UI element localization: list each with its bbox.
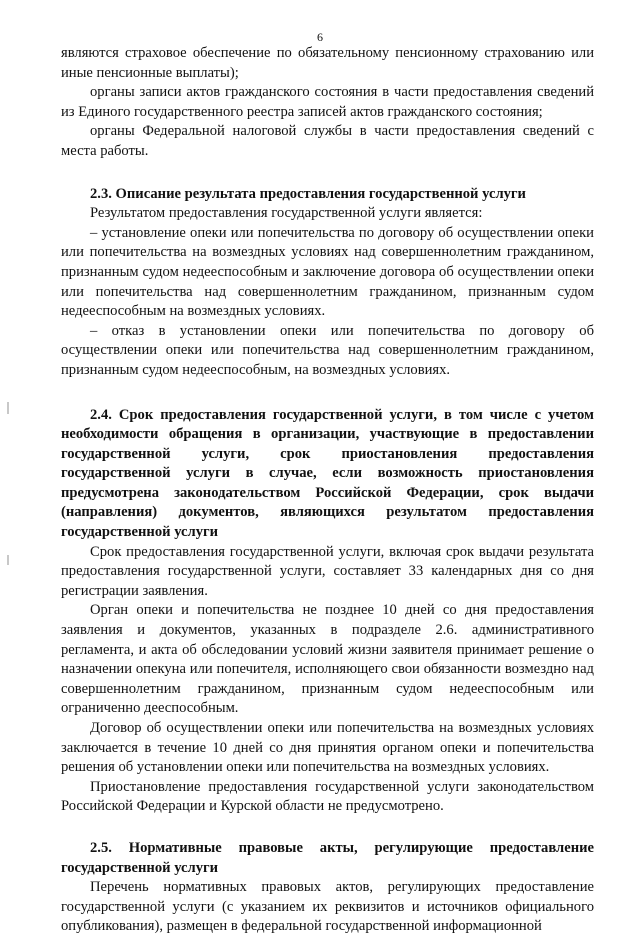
paragraph: органы Федеральной налоговой службы в части предоставления сведений с места работы.	[61, 123, 594, 159]
paragraph: являются страховое обеспечение по обязательному пенсионному страхованию или иные пенсионные выплаты);	[61, 45, 594, 81]
scan-edge-mark	[7, 555, 9, 565]
paragraph: Договор об осуществлении опеки или попечительства на возмездных условиях заключается в течение 10 дней со дня принятия органом опеки и попечительства решения об установлении опеки или попечительства на возмездных условиях.	[61, 720, 594, 776]
section-heading-2-4: 2.4. Срок предоставления государственной услуги, в том числе с учетом необходимости обращения в организации, участвующие в предоставлении государственной услуги, срок приостановления предоставления государственной услуги в случае, если возможность приостановления предусмотрена законодательством Российской Федерации, срок выдачи (направления) документов, являющихся результатом предоставления государственной услуги	[61, 406, 594, 541]
paragraph: Приостановление предоставления государственной услуги законодательством Российской Федерации и Курской области не предусмотрено.	[61, 778, 594, 815]
paragraph: Перечень нормативных правовых актов, регулирующих предоставление государственной услуги (с указанием их реквизитов и источников официального опубликования), размещен в федеральной государственной информационной	[61, 879, 594, 935]
page-number: 6	[317, 30, 323, 44]
paragraph: Орган опеки и попечительства не позднее 10 дней со дня предоставления заявления и документов, указанных в подразделе 2.6. административного регламента, и акта об обследовании условий жизни заявителя принимает решение о назначении опекуна или попечителя, исполняющего свои обязанности возмездно над совершеннолетним гражданином, признанным судом недееспособным или ограниченно дееспособным.	[61, 602, 594, 717]
paragraph: Результатом предоставления государственной услуги является:	[90, 205, 483, 222]
list-item: – отказ в установлении опеки или попечительства по договору об осуществлении опеки или попечительства над совершеннолетним гражданином, признанным судом недееспособным, на возмездных условиях.	[61, 322, 594, 378]
scan-edge-mark	[7, 402, 9, 414]
paragraph: Срок предоставления государственной услуги, включая срок выдачи результата предоставления государственной услуги, составляет 33 календарных дня со дня регистрации заявления.	[61, 543, 594, 599]
section-heading-2-5: 2.5. Нормативные правовые акты, регулирующие предоставление государственной услуги	[61, 839, 594, 876]
section-heading-2-3: 2.3. Описание результата предоставления государственной услуги	[90, 185, 526, 202]
paragraph: органы записи актов гражданского состояния в части предоставления сведений из Единого государственного реестра записей актов гражданского состояния;	[61, 84, 594, 120]
list-item: – установление опеки или попечительства по договору об осуществлении опеки или попечительства на возмездных условиях над совершеннолетним гражданином, признанным судом недееспособным и заключение договора об осуществлении опеки или попечительства над совершеннолетним гражданином, признанным судом недееспособным на возмездных условиях.	[61, 224, 594, 320]
document-body	[61, 44, 594, 937]
